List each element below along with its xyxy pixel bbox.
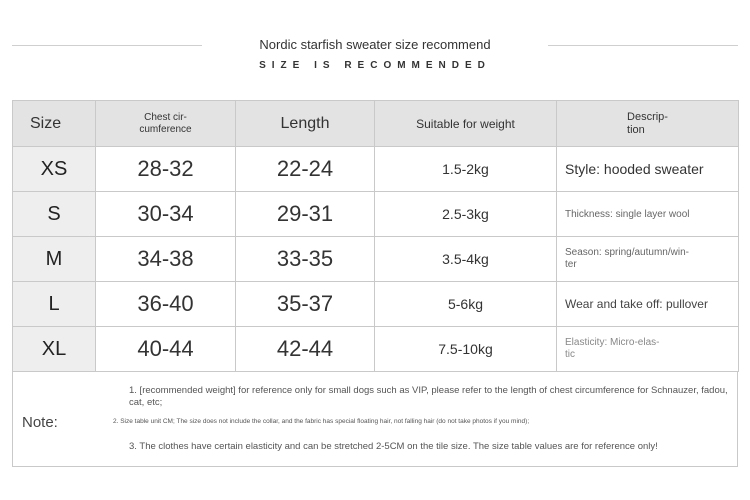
table-row [13,327,739,372]
description-text: Elasticity: Micro-elas- tic [565,337,660,360]
description-cell [557,237,739,282]
table-row [13,282,739,327]
header-description-text: Descrip- tion [627,110,668,136]
header-description [557,101,739,147]
size-cell: M [13,237,96,282]
length-cell: 22-24 [236,147,375,192]
chest-cell: 28-32 [96,147,236,192]
page-title: Nordic starfish sweater size recommend [259,37,491,52]
chest-cell: 30-34 [96,192,236,237]
length-cell: 29-31 [236,192,375,237]
page-subtitle: SIZE IS RECOMMENDED [259,60,491,71]
length-cell: 33-35 [236,237,375,282]
note-box [12,372,738,467]
table-row [13,237,739,282]
size-cell: S [13,192,96,237]
size-table [12,100,739,372]
chest-cell: 34-38 [96,237,236,282]
table-header-row [13,101,739,147]
table-row [13,192,739,237]
length-cell: 42-44 [236,327,375,372]
note-line-1: 1. [recommended weight] for reference only for small dogs such as VIP, please refer to the length of chest circumference for Schnauzer, fadou, cat, etc; [129,385,728,408]
chest-cell: 36-40 [96,282,236,327]
note-line-3: 3. The clothes have certain elasticity and can be stretched 2-5CM on the tile size. The size table values are for reference only! [129,441,658,452]
note-label: Note: [22,414,58,431]
description-cell: Wear and take off: pullover [557,282,739,327]
length-cell: 35-37 [236,282,375,327]
weight-cell: 2.5-3kg [375,192,557,237]
note-line-2: 2. Size table unit CM; The size does not include the collar, and the fabric has special floating hair, not falling hair (do not take photos if you mind); [113,418,530,425]
description-cell: Style: hooded sweater [557,147,739,192]
description-cell: Thickness: single layer wool [557,192,739,237]
weight-cell: 7.5-10kg [375,327,557,372]
weight-cell: 1.5-2kg [375,147,557,192]
size-cell: XL [13,327,96,372]
size-cell: L [13,282,96,327]
chest-cell: 40-44 [96,327,236,372]
description-cell [557,327,739,372]
weight-cell: 3.5-4kg [375,237,557,282]
table-row [13,147,739,192]
header-chest [96,101,236,147]
header-chest-text: Chest cir- cumference [139,111,192,135]
header-size: Size [13,101,96,147]
header-length: Length [236,101,375,147]
size-cell: XS [13,147,96,192]
description-text: Season: spring/autumn/win- ter [565,247,689,270]
weight-cell: 5-6kg [375,282,557,327]
header-weight: Suitable for weight [375,101,557,147]
